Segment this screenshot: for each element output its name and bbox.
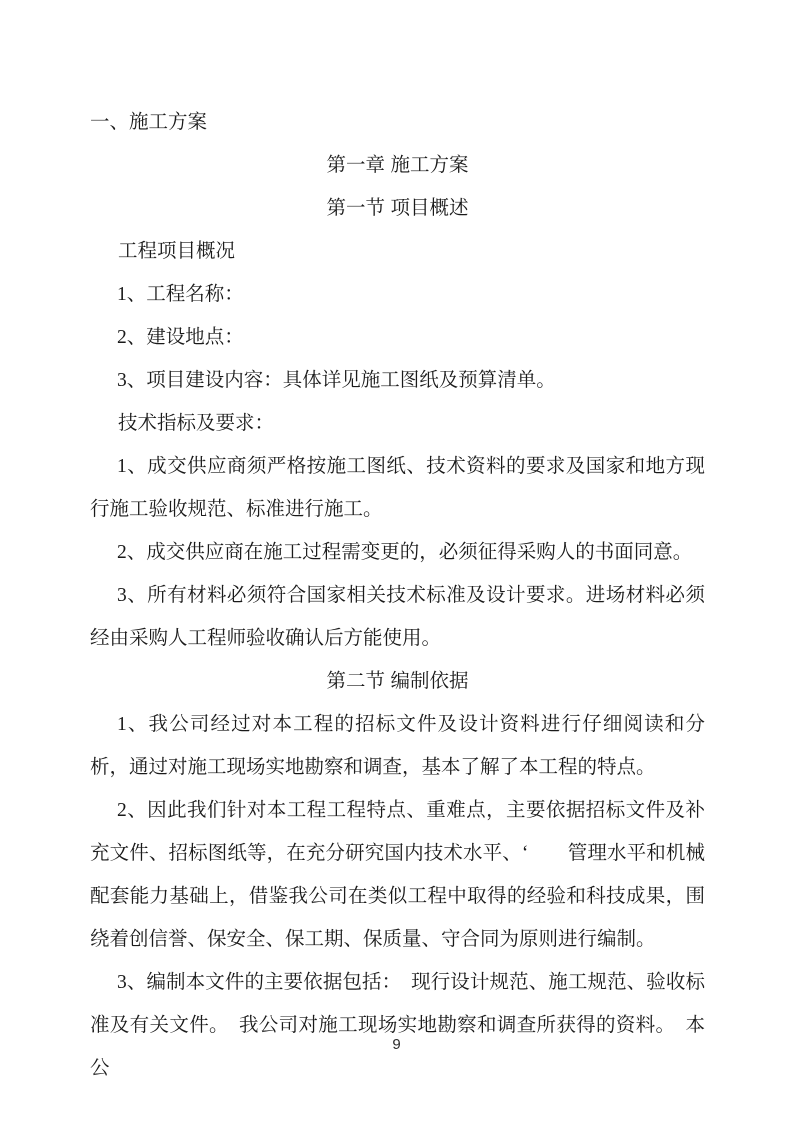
section-heading-2: 第二节 编制依据 bbox=[326, 670, 469, 692]
technical-requirement-paragraph-2: 2、成交供应商在施工过程需变更的，必须征得采购人的书面同意。 bbox=[117, 542, 693, 563]
technical-requirement-paragraph-1: 1、成交供应商须严格按施工图纸、技术资料的要求及国家和地方现行施工验收规范、标准进行施工。 bbox=[90, 456, 705, 520]
technical-requirements-heading: 技术指标及要求： bbox=[118, 412, 275, 434]
compilation-basis-paragraph-1: 1、我公司经过对本工程的招标文件及设计资料进行仔细阅读和分析，通过对施工现场实地勘察和调查，基本了解了本工程的特点。 bbox=[90, 714, 705, 778]
technical-requirement-paragraph-3: 3、所有材料必须符合国家相关技术标准及设计要求。进场材料必须经由采购人工程师验收确认后方能使用。 bbox=[90, 585, 705, 649]
compilation-basis-paragraph-3: 3、编制本文件的主要依据包括： 现行设计规范、施工规范、验收标准及有关文件。 我公司对施工现场实地勘察和调查所获得的资料。 本公 bbox=[90, 972, 705, 1079]
chapter-heading: 第一章 施工方案 bbox=[326, 154, 469, 176]
project-content-item: 3、项目建设内容：具体详见施工图纸及预算清单。 bbox=[117, 370, 556, 391]
compilation-basis-paragraph-2: 2、因此我们针对本工程工程特点、重难点，主要依据招标文件及补充文件、招标图纸等，在充分研究国内技术水平、‘ 管理水平和机械配套能力基础上，借鉴我公司在类似工程中取得的经验和科技成果，围绕着创信誉、保安全、保工期、保质量、守合同为原则进行编制。 bbox=[90, 800, 705, 950]
section-heading-1: 第一节 项目概述 bbox=[326, 197, 469, 219]
doc-title: 一、施工方案 bbox=[90, 111, 208, 133]
page-number: 9 bbox=[392, 1036, 401, 1053]
project-overview-heading: 工程项目概况 bbox=[118, 240, 236, 262]
construction-site-item: 2、建设地点： bbox=[117, 327, 244, 348]
project-name-item: 1、工程名称： bbox=[117, 284, 244, 305]
